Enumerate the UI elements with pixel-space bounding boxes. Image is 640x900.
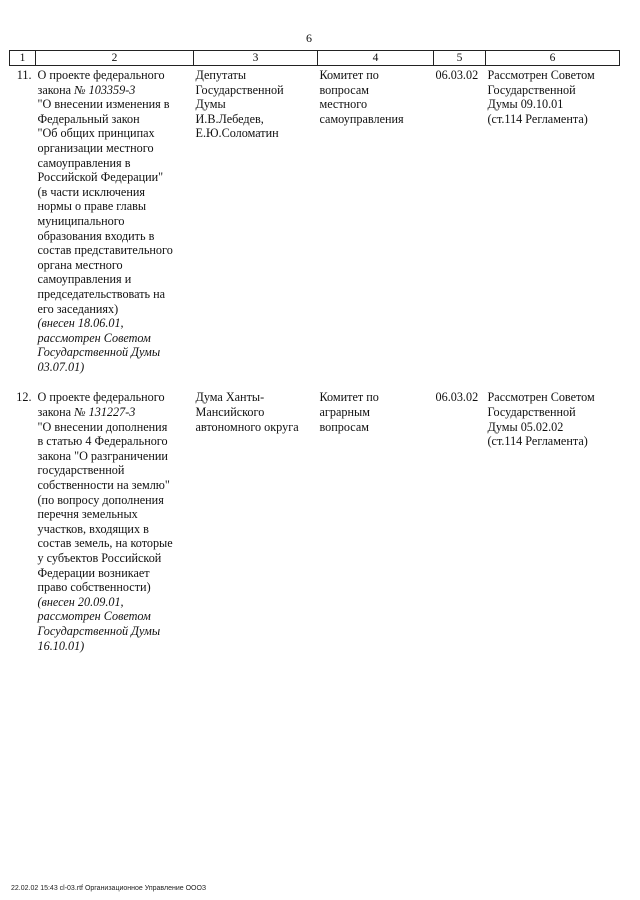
bill-description-line: "Об общих принципах [37, 126, 155, 141]
bill-description-line: "О внесении дополнения [37, 419, 168, 434]
date-cell: 06.03.02 [435, 390, 479, 405]
initiator-line: Е.Ю.Соломатин [195, 126, 279, 141]
table-row [10, 66, 620, 375]
bill-title-line-with-number [38, 405, 194, 420]
bill-description-line: закона "О разграничении [37, 448, 168, 463]
bill-description-line: "О внесении изменения в [37, 97, 170, 112]
bill-description-cell [36, 66, 194, 375]
column-header: 2 [36, 51, 194, 66]
bill-note-line: рассмотрен Советом [37, 330, 151, 345]
bill-description-line: (в части исключения [37, 184, 145, 199]
table-header-row [10, 51, 620, 66]
bill-description-line: у субъектов Российской [37, 551, 162, 565]
status-line: (ст.114 Регламента) [487, 111, 588, 126]
column-header: 3 [194, 51, 318, 66]
status-cell [486, 66, 620, 375]
committee-cell [318, 390, 434, 653]
bill-description-line: Федеральный закон [37, 111, 140, 126]
bill-title-line: О проекте федерального [37, 390, 165, 405]
bill-description-line: муниципального [37, 213, 125, 228]
row-spacer [10, 374, 620, 390]
bill-description-line: председательствовать на [37, 286, 166, 301]
date-cell: 06.03.02 [435, 68, 479, 82]
bill-description-line: государственной [37, 463, 125, 478]
status-line: Рассмотрен Советом [487, 68, 595, 82]
bills-table [9, 50, 620, 653]
row-number: 12. [16, 390, 32, 405]
initiator-line: И.В.Лебедев, [195, 111, 264, 126]
bill-description-line: его заседаниях) [37, 301, 119, 316]
bill-title-text: закона [37, 82, 75, 97]
table-row [10, 390, 620, 653]
page-number: 6 [306, 31, 312, 45]
print-footer: 22.02.02 15:43 cl-03.rtf Организационное Управление ОООЗ [11, 885, 207, 892]
bill-description-line: образования входить в [37, 228, 155, 243]
committee-line: вопросам [319, 419, 369, 434]
bill-description-line: самоуправления в [37, 155, 131, 170]
initiator-line: автономного округа [195, 419, 299, 434]
bill-title-text: закона [37, 405, 75, 420]
bill-number: № 103359-3 [74, 82, 136, 97]
initiator-line: Депутаты [195, 68, 247, 82]
initiator-cell [194, 390, 318, 653]
committee-line: Комитет по [319, 68, 379, 82]
column-header: 4 [318, 51, 434, 66]
bill-description-line: в статью 4 Федерального [37, 434, 168, 449]
bill-description-line: организации местного [37, 140, 154, 155]
status-cell [486, 390, 620, 653]
bill-note-line: (внесен 18.06.01, [37, 316, 124, 331]
committee-line: аграрным [319, 405, 370, 420]
bill-description-line: нормы о праве главы [37, 199, 147, 214]
status-line: (ст.114 Регламента) [487, 434, 588, 449]
row-number: 11. [16, 68, 32, 82]
initiator-line: Государственной [195, 82, 284, 97]
bill-note-line: рассмотрен Советом [37, 609, 151, 624]
column-header: 6 [486, 51, 620, 66]
committee-line: вопросам [319, 82, 369, 97]
column-header: 5 [434, 51, 486, 66]
bill-description-cell [36, 390, 194, 653]
bill-description-line: самоуправления и [37, 272, 132, 287]
column-header: 1 [10, 51, 36, 66]
bill-note-line: 03.07.01) [37, 359, 85, 374]
committee-line: местного [319, 97, 368, 112]
initiator-line: Думы [195, 97, 226, 112]
bill-note-line: (внесен 20.09.01, [37, 594, 124, 609]
bill-description-line: Российской Федерации" [37, 170, 164, 185]
bill-description-line: право собственности) [37, 580, 151, 595]
bill-description-line: Федерации возникает [37, 565, 150, 580]
committee-line: Комитет по [319, 390, 379, 405]
bill-number: № 131227-3 [74, 405, 136, 420]
bill-description-line: (по вопросу дополнения [37, 492, 164, 507]
initiator-line: Мансийского [195, 405, 265, 420]
initiator-line: Дума Ханты- [195, 390, 265, 405]
bill-description-line: участков, входящих в [37, 521, 149, 536]
bill-note-line: 16.10.01) [37, 638, 85, 653]
bill-description-line: собственности на землю" [37, 478, 170, 493]
bill-note-line: Государственной Думы [37, 623, 161, 638]
status-line: Рассмотрен Советом [487, 390, 595, 405]
status-line: Государственной [487, 82, 576, 97]
bill-description-line: состав представительного [37, 243, 173, 258]
bill-description-line: перечня земельных [37, 507, 138, 522]
committee-cell [318, 66, 434, 375]
bill-description-line: состав земель, на которые [37, 536, 173, 551]
committee-line: самоуправления [319, 111, 404, 126]
status-line: Думы 05.02.02 [487, 419, 564, 434]
status-line: Думы 09.10.01 [487, 97, 564, 112]
bill-title-line-with-number [38, 83, 194, 98]
bill-note-line: Государственной Думы [37, 345, 161, 360]
initiator-cell [194, 66, 318, 375]
status-line: Государственной [487, 405, 576, 420]
bill-title-line: О проекте федерального [37, 68, 165, 82]
bill-description-line: органа местного [37, 257, 123, 272]
